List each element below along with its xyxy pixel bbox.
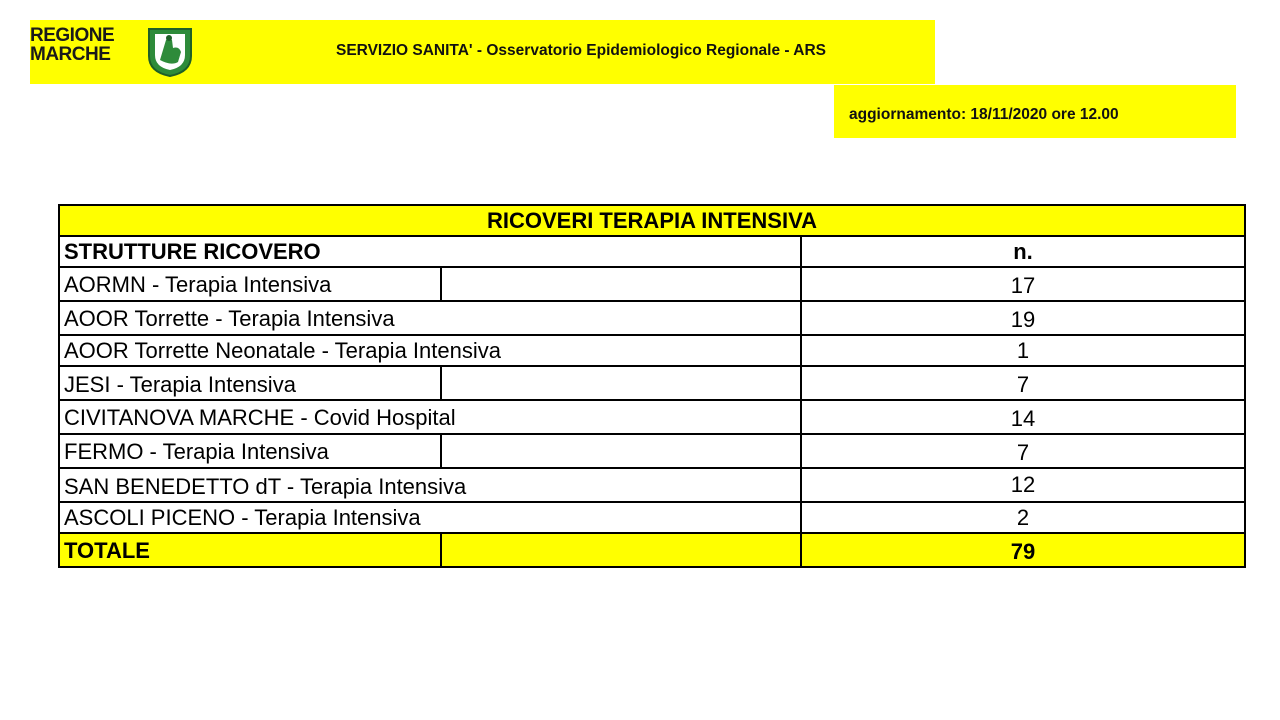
- row-spacer: [441, 434, 801, 468]
- row-name: SAN BENEDETTO dT - Terapia Intensiva: [59, 468, 801, 502]
- table-row: [59, 335, 1245, 366]
- table-title: RICOVERI TERAPIA INTENSIVA: [59, 205, 1245, 236]
- row-value: 12: [801, 468, 1245, 502]
- table-row: [59, 366, 1245, 400]
- row-value: 7: [801, 434, 1245, 468]
- table-header-row: [59, 236, 1245, 267]
- row-value: 17: [801, 267, 1245, 301]
- row-name: JESI - Terapia Intensiva: [59, 366, 441, 400]
- total-spacer: [441, 533, 801, 567]
- table-row: [59, 434, 1245, 468]
- row-name: FERMO - Terapia Intensiva: [59, 434, 441, 468]
- row-value: 7: [801, 366, 1245, 400]
- table-row: [59, 301, 1245, 335]
- row-value: 1: [801, 335, 1245, 366]
- row-spacer: [441, 267, 801, 301]
- row-name: AOOR Torrette Neonatale - Terapia Intensiva: [59, 335, 801, 366]
- table-total-row: [59, 533, 1245, 567]
- row-spacer: [441, 366, 801, 400]
- column-header-n: n.: [801, 236, 1245, 267]
- total-value: 79: [801, 533, 1245, 567]
- table-row: [59, 468, 1245, 502]
- table-row: [59, 400, 1245, 434]
- row-value: 2: [801, 502, 1245, 533]
- regional-emblem-icon: [145, 26, 195, 78]
- regione-marche-logo: [30, 26, 200, 78]
- row-value: 19: [801, 301, 1245, 335]
- update-timestamp: aggiornamento: 18/11/2020 ore 12.00: [849, 106, 1119, 123]
- icu-admissions-table: [58, 204, 1246, 568]
- row-name: ASCOLI PICENO - Terapia Intensiva: [59, 502, 801, 533]
- row-name: AOOR Torrette - Terapia Intensiva: [59, 301, 801, 335]
- table-row: [59, 267, 1245, 301]
- total-label: TOTALE: [59, 533, 441, 567]
- row-name: AORMN - Terapia Intensiva: [59, 267, 441, 301]
- row-name: CIVITANOVA MARCHE - Covid Hospital: [59, 400, 801, 434]
- row-value: 14: [801, 400, 1245, 434]
- table-title-row: [59, 205, 1245, 236]
- logo-wordmark: REGIONE MARCHE: [30, 25, 115, 65]
- header-title: SERVIZIO SANITA' - Osservatorio Epidemiologico Regionale - ARS: [336, 42, 827, 59]
- column-header-structure: STRUTTURE RICOVERO: [59, 236, 801, 267]
- table-row: [59, 502, 1245, 533]
